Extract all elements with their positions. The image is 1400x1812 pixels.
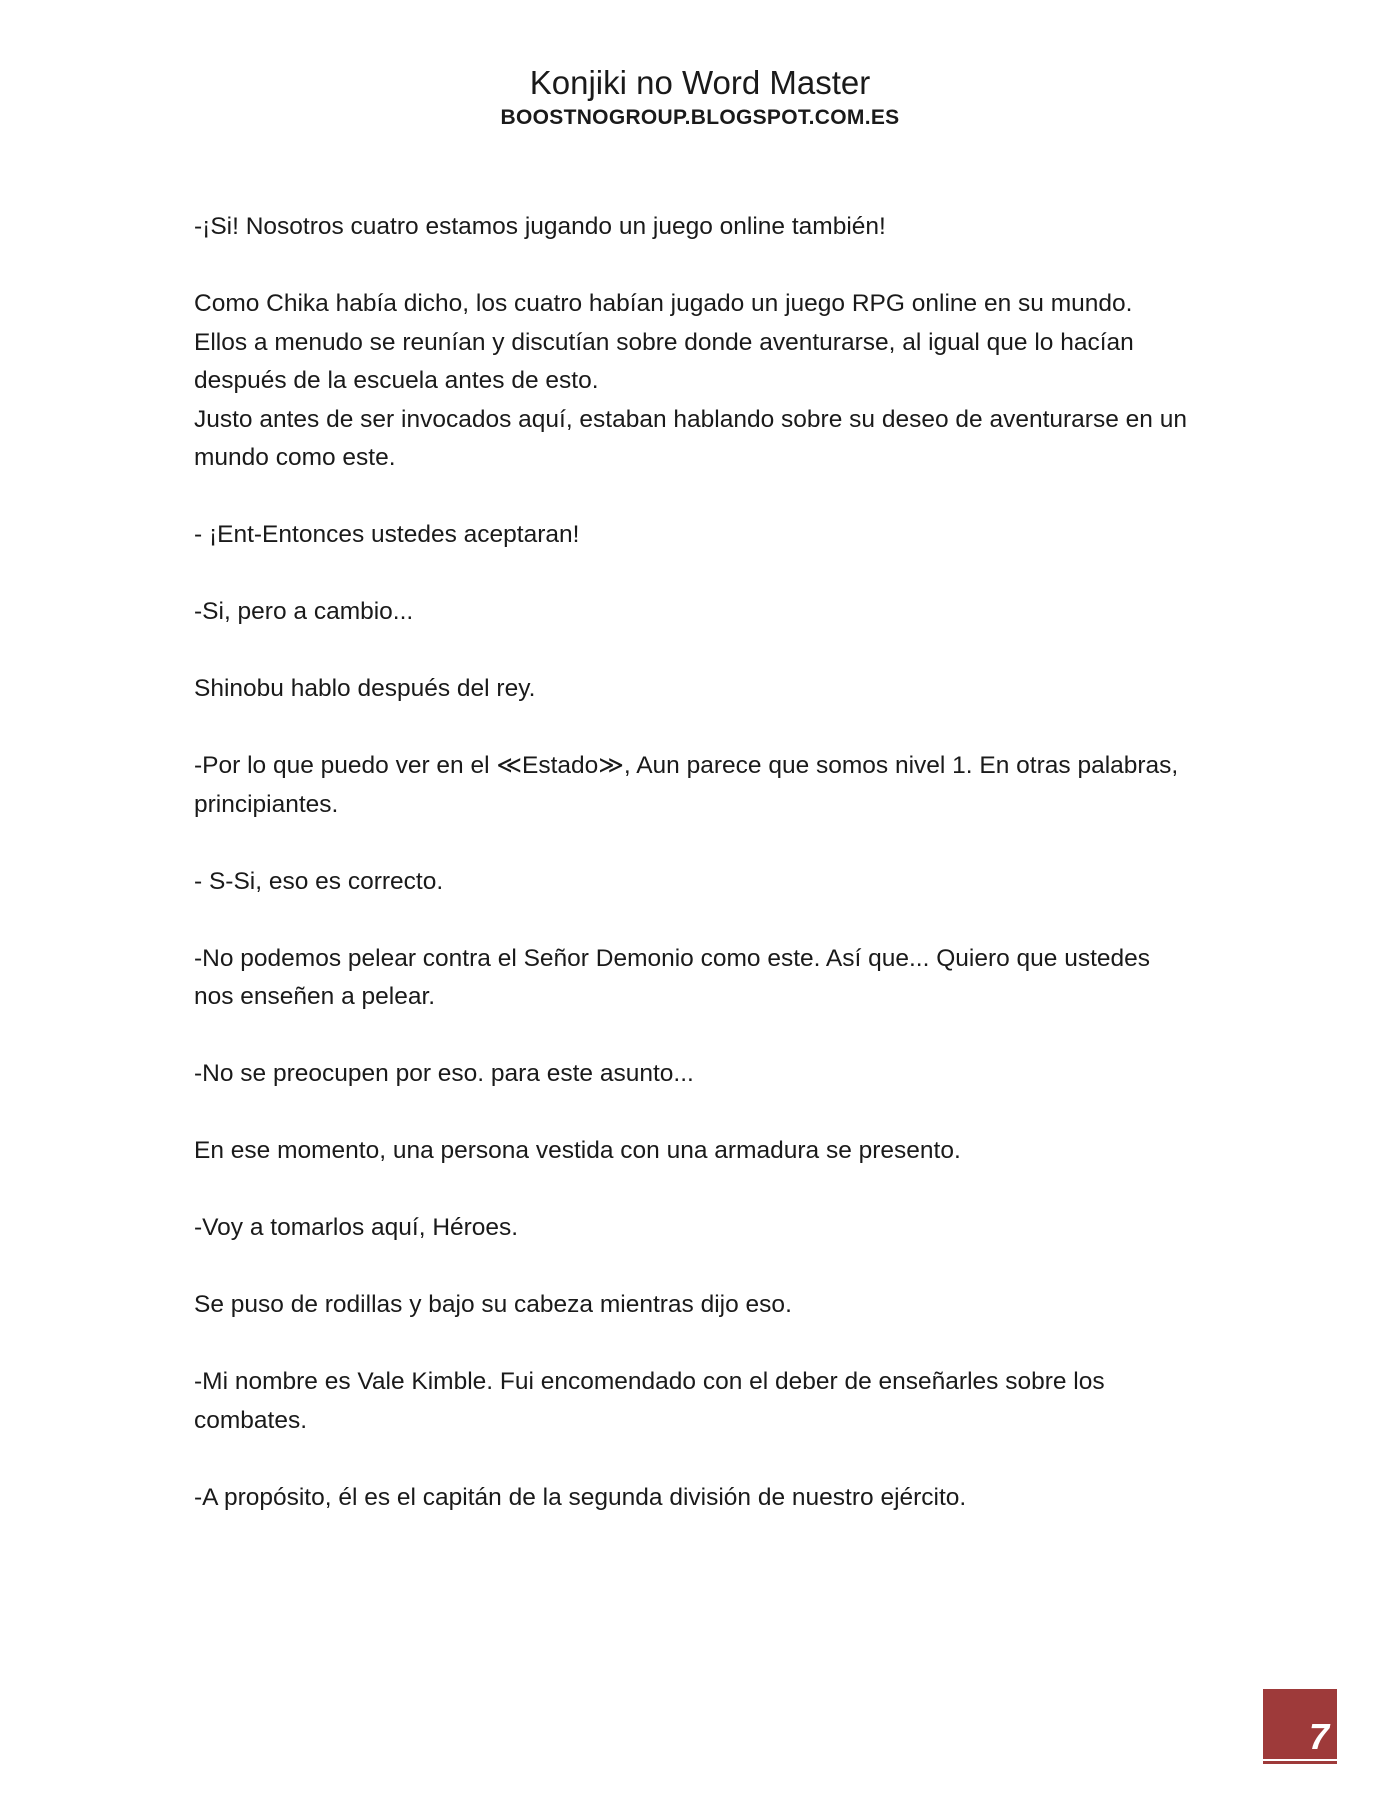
page-number: 7 bbox=[1308, 1716, 1329, 1757]
text-line: -Por lo que puedo ver en el ≪Estado≫, Aun parece que somos nivel 1. En otras palabras, bbox=[194, 752, 1179, 779]
text-line: - S-Si, eso es correcto. bbox=[194, 867, 444, 895]
paragraph-gap bbox=[194, 824, 1214, 863]
text-line: -Si, pero a cambio... bbox=[194, 598, 414, 625]
text-line: -A propósito, él es el capitán de la segunda división de nuestro ejército. bbox=[194, 1483, 967, 1511]
text-line: - ¡Ent-Entonces ustedes aceptaran! bbox=[194, 521, 580, 548]
text-line: Shinobu hablo después del rey. bbox=[194, 675, 536, 702]
paragraph-gap bbox=[194, 478, 1214, 517]
text-line: principiantes. bbox=[194, 790, 339, 818]
paragraph-gap bbox=[194, 555, 1214, 594]
paragraph-gap bbox=[194, 1248, 1214, 1287]
text-line: -No podemos pelear contra el Señor Demonio como este. Así que... Quiero que ustedes bbox=[194, 944, 1151, 972]
site-url: BOOSTNOGROUP.BLOGSPOT.COM.ES bbox=[500, 106, 900, 129]
paragraph-gap bbox=[194, 1440, 1214, 1479]
text-line: -Mi nombre es Vale Kimble. Fui encomendado con el deber de enseñarles sobre los bbox=[194, 1368, 1105, 1395]
page-header bbox=[0, 62, 1400, 132]
text-line: Como Chika había dicho, los cuatro habían jugado un juego RPG online en su mundo. bbox=[194, 290, 1133, 317]
paragraph-gap bbox=[194, 247, 1214, 286]
paragraph-gap bbox=[194, 1094, 1214, 1133]
page-number-badge bbox=[1263, 1689, 1337, 1759]
text-line: En ese momento, una persona vestida con una armadura se presento. bbox=[194, 1137, 961, 1164]
text-line: Ellos a menudo se reunían y discutían sobre donde aventurarse, al igual que lo hacían bbox=[194, 328, 1134, 356]
paragraph-gap bbox=[194, 1017, 1214, 1056]
text-line: Justo antes de ser invocados aquí, estaban hablando sobre su deseo de aventurarse en un bbox=[194, 405, 1187, 433]
paragraph-gap bbox=[194, 632, 1214, 671]
page-number-underline bbox=[1263, 1761, 1337, 1764]
body-text bbox=[194, 208, 1214, 1517]
paragraph-gap bbox=[194, 901, 1214, 940]
paragraph-gap bbox=[194, 1325, 1214, 1364]
text-line: -¡Si! Nosotros cuatro estamos jugando un juego online también! bbox=[194, 213, 886, 240]
text-line: mundo como este. bbox=[194, 444, 396, 471]
text-line: -No se preocupen por eso. para este asunto... bbox=[194, 1060, 694, 1087]
text-line: nos enseñen a pelear. bbox=[194, 983, 436, 1010]
text-line: Se puso de rodillas y bajo su cabeza mientras dijo eso. bbox=[194, 1291, 792, 1318]
text-line: -Voy a tomarlos aquí, Héroes. bbox=[194, 1214, 519, 1241]
text-line: combates. bbox=[194, 1406, 308, 1434]
paragraph-gap bbox=[194, 1171, 1214, 1210]
text-line: después de la escuela antes de esto. bbox=[194, 367, 599, 394]
book-title: Konjiki no Word Master bbox=[529, 64, 871, 101]
paragraph-gap bbox=[194, 709, 1214, 748]
